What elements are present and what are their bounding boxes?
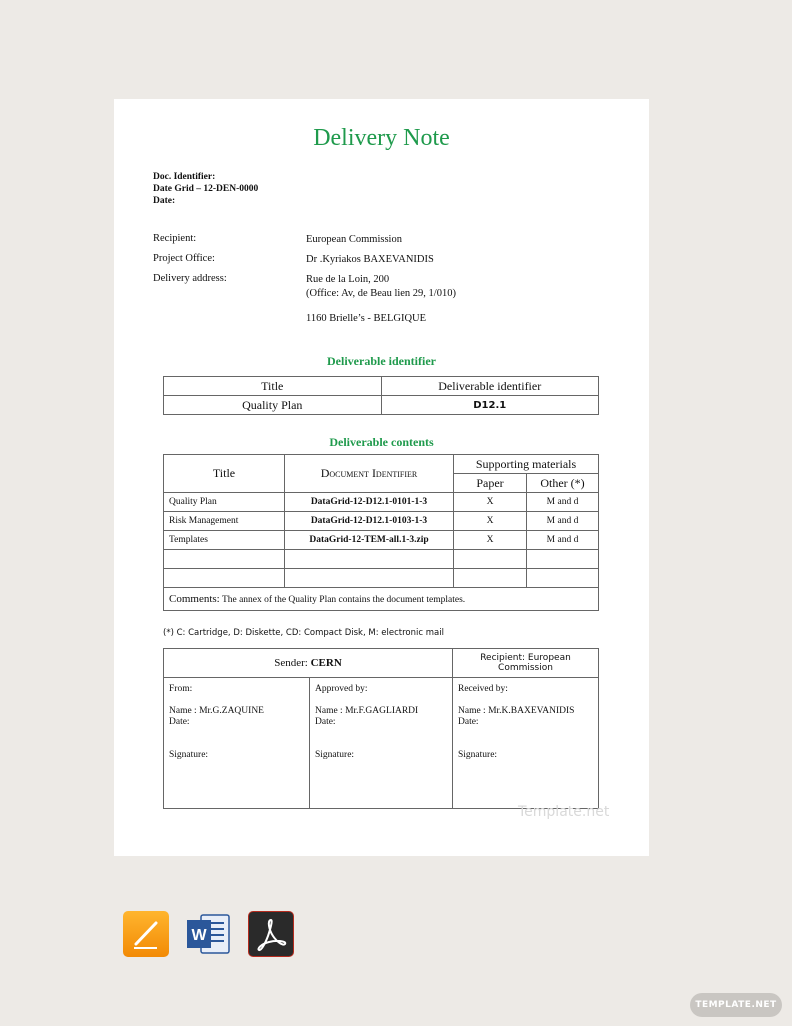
deliverable-contents-heading: Deliverable contents	[329, 435, 434, 449]
date-grid: Date Grid – 12-DEN-0000	[153, 184, 259, 194]
sender-label: Sender:	[274, 657, 311, 669]
row-paper: X	[454, 493, 527, 512]
row-other: M and d	[527, 493, 599, 512]
received-cell	[453, 678, 599, 809]
comments-text: The annex of the Quality Plan contains the document templates.	[219, 595, 466, 605]
header-other: Other (*)	[527, 474, 599, 493]
deliverable-identifier-table	[163, 376, 599, 415]
doc-identifier-label: Doc. Identifier:	[153, 172, 216, 182]
row-doc-id: DataGrid-12-D12.1-0103-1-3	[285, 512, 454, 531]
pages-icon[interactable]	[123, 911, 169, 957]
recipient-label: Recipient:	[153, 233, 197, 244]
approved-name: Name : Mr.F.GAGLIARDI	[315, 706, 419, 716]
cell-title: Quality Plan	[164, 396, 382, 415]
empty-row	[164, 569, 599, 588]
recipient-header: Recipient: European Commission	[453, 649, 599, 678]
date-label: Date:	[153, 196, 176, 206]
signoff-table	[163, 648, 599, 809]
template-net-badge[interactable]: TEMPLATE.NET	[690, 993, 782, 1017]
header-title: Title	[164, 377, 382, 396]
approved-cell	[310, 678, 453, 809]
received-label: Received by:	[458, 684, 508, 694]
received-date-label: Date:	[458, 717, 479, 727]
delivery-address	[306, 273, 456, 301]
comments-cell	[164, 588, 599, 611]
header-title: Title	[164, 455, 285, 493]
project-office-label: Project Office:	[153, 253, 215, 264]
from-name: Name : Mr.G.ZAQUINE	[169, 706, 264, 716]
row-paper: X	[454, 531, 527, 550]
header-deliverable-identifier: Deliverable identifier	[381, 377, 599, 396]
from-date-label: Date:	[169, 717, 190, 727]
cell-identifier: D12.1	[381, 396, 599, 415]
approved-label: Approved by:	[315, 684, 368, 694]
delivery-address-line2: (Office: Av, de Beau lien 29, 1/010)	[306, 288, 456, 299]
approved-signature-label: Signature:	[315, 750, 355, 760]
row-doc-id: DataGrid-12-D12.1-0101-1-3	[285, 493, 454, 512]
delivery-address-line1: Rue de la Loin, 200	[306, 274, 390, 285]
from-label: From:	[169, 684, 193, 694]
watermark: Template.net	[518, 804, 610, 820]
table-row	[164, 531, 599, 550]
header-paper: Paper	[454, 474, 527, 493]
approved-date-label: Date:	[315, 717, 336, 727]
from-signature-label: Signature:	[169, 750, 209, 760]
document-page	[114, 99, 649, 856]
from-cell	[164, 678, 310, 809]
delivery-address-line3: 1160 Brielle’s - BELGIQUE	[306, 313, 427, 324]
received-name: Name : Mr.K.BAXEVANIDIS	[458, 706, 575, 716]
empty-row	[164, 550, 599, 569]
table-row	[164, 512, 599, 531]
row-title: Quality Plan	[164, 493, 285, 512]
received-signature-label: Signature:	[458, 750, 498, 760]
table-row	[164, 493, 599, 512]
page-title: Delivery Note	[313, 125, 450, 151]
delivery-address-label: Delivery address:	[153, 273, 227, 284]
word-letter: W	[191, 927, 207, 944]
row-doc-id: DataGrid-12-TEM-all.1-3.zip	[285, 531, 454, 550]
row-other: M and d	[527, 531, 599, 550]
word-icon[interactable]	[185, 911, 231, 957]
recipient-value: European Commission	[306, 234, 402, 245]
header-supporting-materials: Supporting materials	[454, 455, 599, 474]
row-title: Risk Management	[164, 512, 285, 531]
doc-meta	[153, 171, 258, 207]
project-office-value: Dr .Kyriakos BAXEVANIDIS	[306, 254, 434, 265]
row-paper: X	[454, 512, 527, 531]
sender-header	[164, 649, 453, 678]
footnote: (*) C: Cartridge, D: Diskette, CD: Compact Disk, M: electronic mail	[163, 628, 444, 638]
comments-label: Comments:	[169, 593, 220, 605]
row-other: M and d	[527, 512, 599, 531]
deliverable-identifier-heading: Deliverable identifier	[327, 354, 436, 368]
row-title: Templates	[164, 531, 285, 550]
pdf-icon[interactable]	[248, 911, 294, 957]
sender-value: CERN	[310, 657, 342, 669]
header-document-identifier: Document Identifier	[285, 455, 454, 493]
deliverable-contents-table	[163, 454, 599, 611]
